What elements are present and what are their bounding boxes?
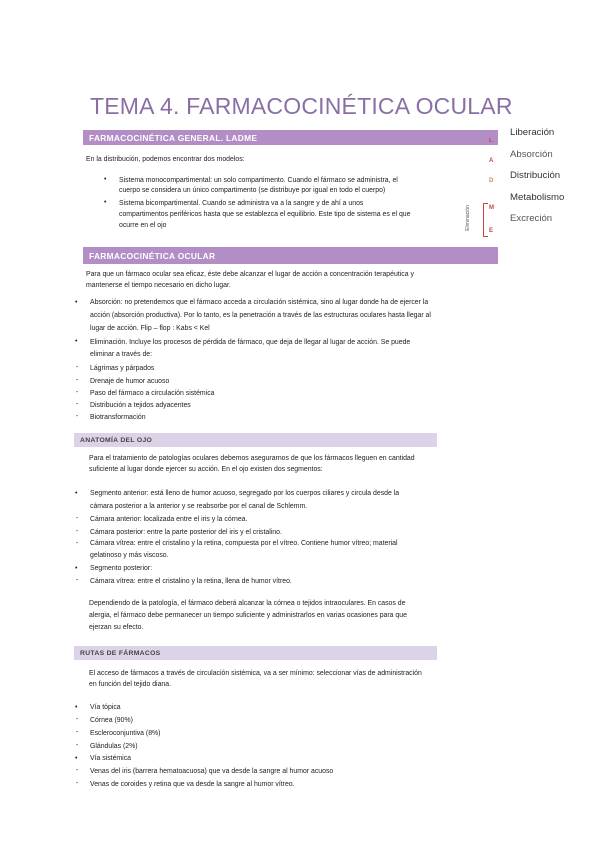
dash-icon: - <box>76 528 79 535</box>
dash-item: Drenaje de humor acuoso <box>90 378 170 385</box>
paragraph: en función del tejido diana. <box>89 681 171 688</box>
bullet-icon: • <box>75 490 78 497</box>
bullet-icon: • <box>75 755 78 762</box>
dash-item: Distribución a tejidos adyacentes <box>90 402 191 409</box>
dash-icon: - <box>76 780 79 787</box>
dash-item: Venas del iris (barrera hematoacuosa) que va desde la sangre al humor acuoso <box>90 768 334 775</box>
bullet-icon: • <box>75 299 78 306</box>
ladme-letter: D <box>489 178 494 184</box>
dash-item: Biotransformación <box>90 414 146 421</box>
paragraph: Dependiendo de la patología, el fármaco deberá alcanzar la córnea o tejidos intraoculares. En casos de <box>89 600 406 607</box>
section-header-anatomia <box>74 433 437 447</box>
ladme-letter: A <box>489 158 494 164</box>
list-item: Segmento posterior: <box>90 565 153 572</box>
section-header-label: FARMACOCINÉTICA GENERAL. LADME <box>89 132 258 143</box>
elimination-bracket <box>483 203 488 237</box>
dash-item: Cámara anterior: localizada entre el iris y la córnea. <box>90 516 248 523</box>
section-header-label: FARMACOCINÉTICA OCULAR <box>89 250 216 261</box>
list-item: cámara posterior a la anterior y se reabsorbe por el canal de Schlemm. <box>90 503 308 510</box>
list-item: Absorción: no pretendemos que el fármaco acceda a circulación sistémica, sino al lugar donde ha de ejercer la <box>90 299 429 306</box>
ladme-item: Metabolismo <box>510 192 565 203</box>
list-item: Sistema monocompartimental: un solo compartimento. Cuando el fármaco se administra, el <box>119 177 398 184</box>
dash-icon: - <box>76 389 79 396</box>
bullet-icon: • <box>104 199 107 206</box>
list-item: ocurre en el ojo <box>119 222 167 229</box>
section-header-rutas <box>74 646 437 660</box>
ladme-letter: L <box>489 138 493 144</box>
dash-item: Lágrimas y párpados <box>90 365 155 372</box>
section-header-label: ANATOMÍA DEL OJO <box>80 436 153 444</box>
dash-icon: - <box>76 716 79 723</box>
dash-item: Cámara vítrea: entre el cristalino y la retina, llena de humor vítreo. <box>90 578 292 585</box>
bullet-icon: • <box>75 565 78 572</box>
bullet-icon: • <box>104 176 107 183</box>
dash-icon: - <box>76 729 79 736</box>
dash-icon: - <box>76 413 79 420</box>
paragraph: ejerzan su efecto. <box>89 624 144 631</box>
section-header-ladme <box>83 130 498 145</box>
ladme-item: Excreción <box>510 213 553 224</box>
dash-icon: - <box>76 515 79 522</box>
paragraph: Para el tratamiento de patologías oculares debemos asegurarnos de que los fármacos lleguen en cantidad <box>89 455 415 462</box>
list-item: lugar de acción. Flip – flop : Kabs < Kel <box>90 325 210 332</box>
list-item: Vía sistémica <box>90 755 131 762</box>
dash-icon: - <box>76 364 79 371</box>
dash-item: Glándulas (2%) <box>90 743 138 750</box>
list-item: cuerpo se considera un único compartimento (se distribuye por igual en todo el cuerpo) <box>119 187 386 194</box>
dash-icon: - <box>76 577 79 584</box>
dash-icon: - <box>76 401 79 408</box>
section-header-label: RUTAS DE FÁRMACOS <box>80 649 161 657</box>
dash-icon: - <box>76 377 79 384</box>
dash-icon: - <box>76 742 79 749</box>
elimination-label: Eliminación <box>464 205 471 231</box>
dash-icon: - <box>76 767 79 774</box>
list-item: acción (absorción productiva). Por lo tanto, es la penetración a través de las estructuras oculares hasta llegar al <box>90 312 431 319</box>
ladme-item: Liberación <box>510 127 555 138</box>
page-title: TEMA 4. FARMACOCINÉTICA OCULAR <box>90 93 513 119</box>
dash-item: Cámara vítrea: entre el cristalino y la retina, compuesta por el vítreo. Contiene humor vítreo; material <box>90 540 398 547</box>
dash-item: Cámara posterior: entre la parte posterior del iris y el cristalino. <box>90 529 282 536</box>
paragraph: suficiente al lugar donde ejercer su acción. En el ojo existen dos segmentos: <box>89 466 323 473</box>
list-item: Eliminación. Incluye los procesos de pérdida de fármaco, que deja de llegar al lugar de acción. Se puede <box>90 339 411 346</box>
paragraph: Para que un fármaco ocular sea eficaz, éste debe alcanzar el lugar de acción a concentración terapéutica y <box>86 271 414 278</box>
list-item: Vía tópica <box>90 704 121 711</box>
list-item: eliminar a través de: <box>90 351 153 358</box>
list-item: Sistema bicompartimental. Cuando se administra va a la sangre y de ahí a unos <box>119 200 364 207</box>
paragraph: En la distribución, podemos encontrar dos modelos: <box>86 156 245 163</box>
dash-item: Córnea (90%) <box>90 717 133 724</box>
bullet-icon: • <box>75 704 78 711</box>
paragraph: mantenerse el tiempo necesario en dicho lugar. <box>86 282 231 289</box>
section-header-ocular <box>83 247 498 264</box>
dash-icon: - <box>76 540 79 547</box>
dash-item: Venas de coroides y retina que va desde la sangre al humor vítreo. <box>90 781 295 788</box>
ladme-letter: E <box>489 228 494 234</box>
dash-item: gelatinoso y más viscoso. <box>90 552 169 559</box>
bullet-icon: • <box>75 338 78 345</box>
ladme-letter: M <box>489 205 494 211</box>
dash-item: Paso del fármaco a circulación sistémica <box>90 390 215 397</box>
paragraph: alergia, el fármaco debe permanecer un tiempo suficiente y administrarlos en varias ocasiones para que <box>89 612 407 619</box>
ladme-item: Distribución <box>510 170 561 181</box>
paragraph: El acceso de fármacos a través de circulación sistémica, va a ser mínimo: seleccionar vías de administración <box>89 670 422 677</box>
dash-item: Escleroconjuntiva (8%) <box>90 730 161 737</box>
list-item: compartimentos periféricos hasta que se establezca el equilibrio. Este tipo de sistema es el que <box>119 211 411 218</box>
list-item: Segmento anterior: está lleno de humor acuoso, segregado por los cuerpos ciliares y circula desde la <box>90 490 400 497</box>
ladme-item: Absorción <box>510 149 553 160</box>
